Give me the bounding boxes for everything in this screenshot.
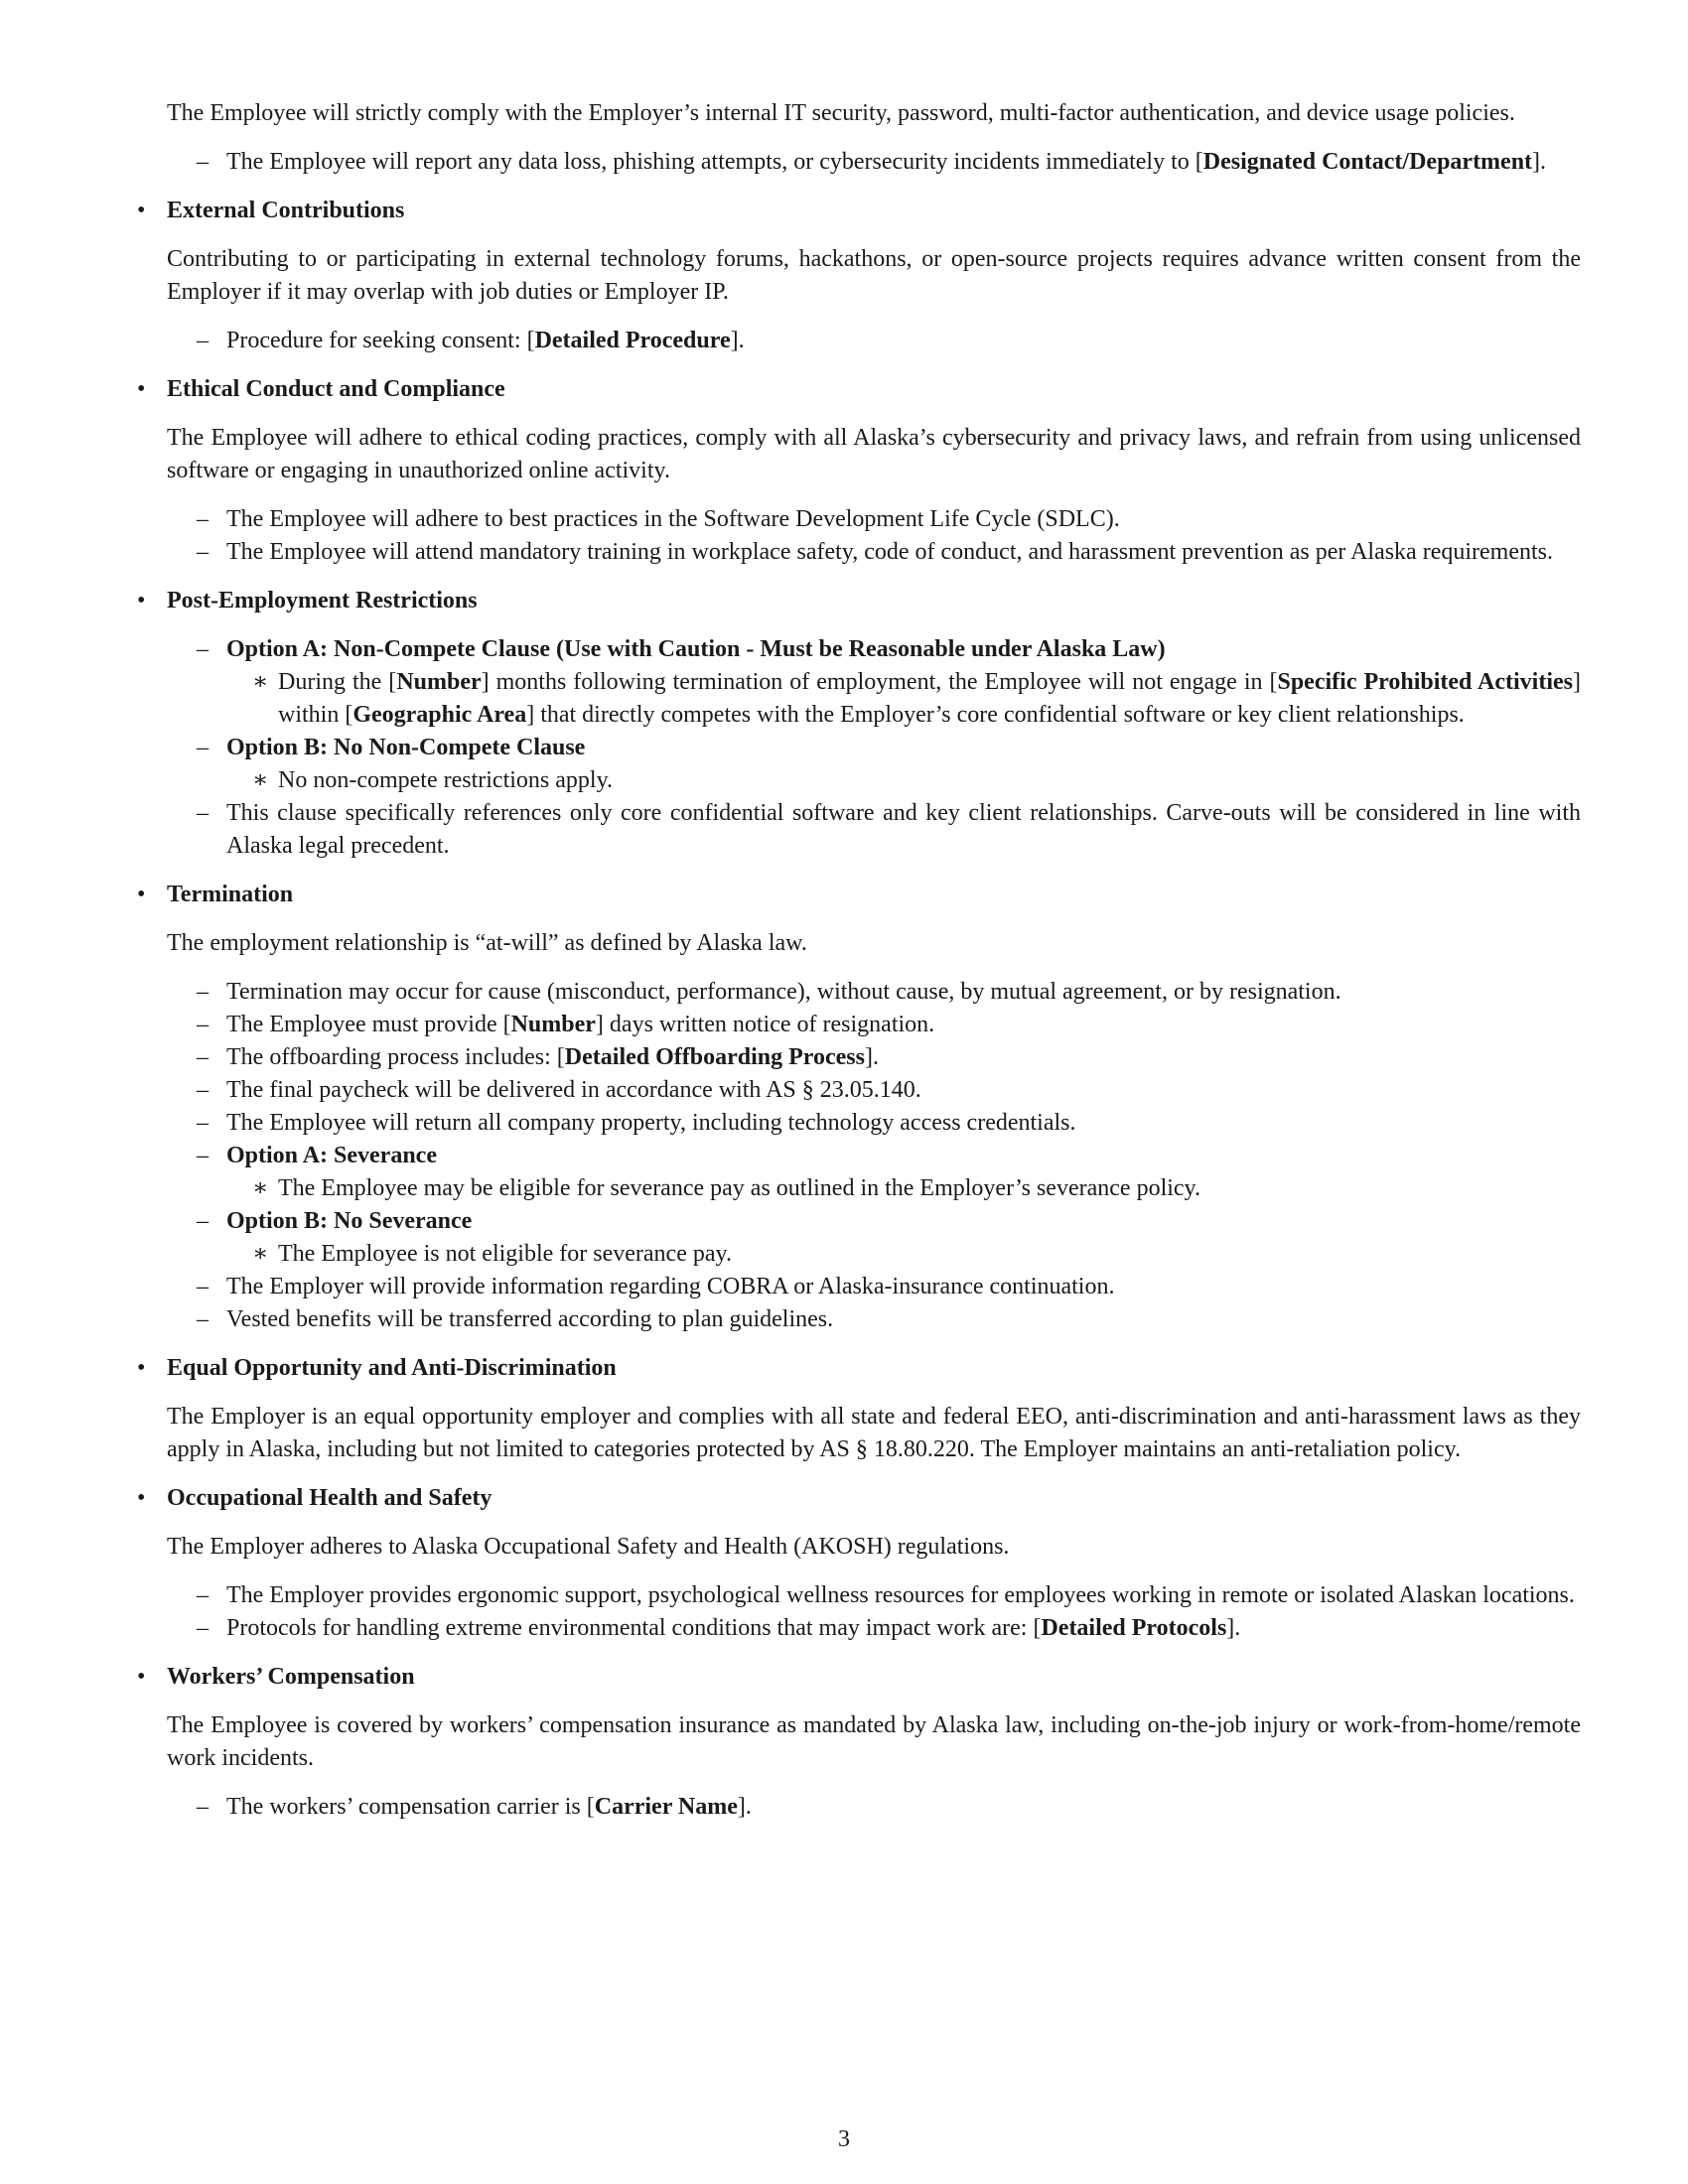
section-paragraph: The Employee is covered by workers’ compensation insurance as mandated by Alaska law, including on-the-job injury or work-from-home/remote work incidents. xyxy=(167,1712,1581,1771)
intro-paragraph: The Employee will strictly comply with the Employer’s internal IT security, password, multi-factor authentication, and device usage policies. xyxy=(167,100,1515,126)
list-item: – Option A: Non-Compete Clause (Use with Caution - Must be Reasonable under Alaska Law) ∗ During the [Number] months following termination of employment, the Employee will not engage in [Specific Prohibited Activities] within [Geographic Area] that directly competes with the Employer’s core confidential software or key client relationships. xyxy=(226,633,1581,732)
intro-list xyxy=(167,146,1581,179)
section-title: Ethical Conduct and Compliance xyxy=(167,376,505,402)
list-item: – The workers’ compensation carrier is [Carrier Name]. xyxy=(197,1794,752,1820)
list-item: – Option B: No Non-Compete Clause ∗ No non-compete restrictions apply. xyxy=(226,732,1581,797)
document-page xyxy=(137,97,1582,1840)
list-item: – Termination may occur for cause (misconduct, performance), without cause, by mutual agreement, or by resignation. xyxy=(197,979,1341,1005)
section-equal-opportunity: • Equal Opportunity and Anti-Discrimination The Employer is an equal opportunity employer and complies with all state and federal EEO, anti-discrimination and anti-harassment laws as they apply in Alaska, including but not limited to categories protected by AS § 18.80.220. The Employer maintains an anti-retaliation policy. xyxy=(167,1352,1581,1466)
list-item: – Vested benefits will be transferred according to plan guidelines. xyxy=(197,1306,834,1332)
list-item: – The Employer provides ergonomic support, psychological wellness resources for employees working in remote or isolated Alaskan locations. xyxy=(197,1582,1575,1608)
section-title: Occupational Health and Safety xyxy=(167,1485,492,1511)
sub-list-item: ∗ No non-compete restrictions apply. xyxy=(252,767,614,793)
sub-list-item: ∗ The Employee may be eligible for severance pay as outlined in the Employer’s severance policy. xyxy=(252,1175,1200,1201)
page-number: 3 xyxy=(838,2126,850,2152)
list-item: – The Employee must provide [Number] days written notice of resignation. xyxy=(197,1012,935,1037)
list-item: – This clause specifically references only core confidential software and key client relationships. Carve-outs will be considered in line with Alaska legal precedent. xyxy=(197,800,1581,859)
sub-list-item: ∗ The Employee is not eligible for severance pay. xyxy=(252,1241,732,1267)
section-paragraph: The Employer is an equal opportunity employer and complies with all state and federal EEO, anti-discrimination and anti-harassment laws as they apply in Alaska, including but not limited to categories protected by AS § 18.80.220. The Employer maintains an anti-retaliation policy. xyxy=(167,1404,1581,1462)
list-item: – The final paycheck will be delivered in accordance with AS § 23.05.140. xyxy=(197,1077,921,1103)
list-item: – The Employee will adhere to best practices in the Software Development Life Cycle (SDLC). xyxy=(197,506,1120,532)
list-item: – Option B: No Severance ∗ The Employee is not eligible for severance pay. xyxy=(226,1205,1581,1271)
list-item: – The Employee will attend mandatory training in workplace safety, code of conduct, and harassment prevention as per Alaska requirements. xyxy=(197,539,1553,565)
list-item: – The offboarding process includes: [Detailed Offboarding Process]. xyxy=(197,1044,879,1070)
section-title: Termination xyxy=(167,882,294,907)
sub-list-item: ∗ During the [Number] months following termination of employment, the Employee will not engage in [Specific Prohibited Activities] within [Geographic Area] that directly competes with the Employer’s core confidential software or key client relationships. xyxy=(252,669,1582,728)
section-workers-compensation: • Workers’ Compensation The Employee is covered by workers’ compensation insurance as mandated by Alaska law, including on-the-job injury or work-from-home/remote work incidents. – The workers’ compensation carrier is [Carrier Name]. xyxy=(167,1661,1581,1824)
section-paragraph: The Employer adheres to Alaska Occupational Safety and Health (AKOSH) regulations. xyxy=(167,1534,1010,1560)
section-occupational-health: • Occupational Health and Safety The Employer adheres to Alaska Occupational Safety and Health (AKOSH) regulations. – The Employer provides ergonomic support, psychological wellness resources for employees working in remote or isolated Alaskan locations. – Protocols for handling extreme environmental conditions that may impact work are: [Detailed Protocols]. xyxy=(167,1482,1581,1645)
section-title: External Contributions xyxy=(167,198,405,223)
section-termination: • Termination The employment relationship is “at-will” as defined by Alaska law. – Termination may occur for cause (misconduct, performance), without cause, by mutual agreement, or by resignation. – The Employee must provide [Number] days written notice of resignation. – The offboarding process includes: [Detailed Offboarding Process]. – The final paycheck will be delivered in accordance with AS § 23.05.140. – The Employee will return all company property, including technology access credentials. – Option A: Severance ∗ The Employee may be eligible for severance pay as outlined in the Employer’s severance policy. – Option B: No Severance ∗ The Employee is not eligible for severance pay. – The Employer will provide information regarding COBRA or Alaska-insurance continuation. – Vested benefits will be transferred according to plan guidelines. xyxy=(167,879,1581,1336)
section-paragraph: Contributing to or participating in external technology forums, hackathons, or open-source projects requires advance written consent from the Employer if it may overlap with job duties or Employer IP. xyxy=(167,246,1581,305)
section-external-contributions: • External Contributions Contributing to or participating in external technology forums, hackathons, or open-source projects requires advance written consent from the Employer if it may overlap with job duties or Employer IP. – Procedure for seeking consent: [Detailed Procedure]. xyxy=(167,195,1581,357)
list-item: – The Employee will report any data loss, phishing attempts, or cybersecurity incidents immediately to [Designated Contact/Department]. xyxy=(197,149,1547,175)
list-item: – Option A: Severance ∗ The Employee may be eligible for severance pay as outlined in the Employer’s severance policy. xyxy=(226,1140,1581,1205)
section-title: Equal Opportunity and Anti-Discrimination xyxy=(167,1355,617,1381)
section-post-employment: • Post-Employment Restrictions – Option A: Non-Compete Clause (Use with Caution - Must be Reasonable under Alaska Law) ∗ During the [Number] months following termination of employment, the Employee will not engage in [Specific Prohibited Activities] within [Geographic Area] that directly competes with the Employer’s core confidential software or key client relationships. – Option B: No Non-Compete Clause ∗ No non-compete restrictions apply. – This clause specifically references only core confidential software and key client relationships. Carve-outs will be considered in line with Alaska legal precedent. xyxy=(167,585,1581,863)
section-paragraph: The employment relationship is “at-will” as defined by Alaska law. xyxy=(167,930,807,956)
list-item: – The Employee will return all company property, including technology access credentials. xyxy=(197,1110,1076,1136)
section-title: Post-Employment Restrictions xyxy=(167,588,478,614)
section-paragraph: The Employee will adhere to ethical coding practices, comply with all Alaska’s cybersecurity and privacy laws, and refrain from using unlicensed software or engaging in unauthorized online activity. xyxy=(167,425,1581,483)
list-item: – The Employer will provide information regarding COBRA or Alaska-insurance continuation. xyxy=(197,1274,1115,1299)
section-title: Workers’ Compensation xyxy=(167,1664,415,1690)
section-ethical-conduct: • Ethical Conduct and Compliance The Employee will adhere to ethical coding practices, comply with all Alaska’s cybersecurity and privacy laws, and refrain from using unlicensed software or engaging in unauthorized online activity. – The Employee will adhere to best practices in the Software Development Life Cycle (SDLC). – The Employee will attend mandatory training in workplace safety, code of conduct, and harassment prevention as per Alaska requirements. xyxy=(167,373,1581,569)
list-item: – Procedure for seeking consent: [Detailed Procedure]. xyxy=(197,328,745,353)
list-item: – Protocols for handling extreme environmental conditions that may impact work are: [Detailed Protocols]. xyxy=(197,1615,1241,1641)
